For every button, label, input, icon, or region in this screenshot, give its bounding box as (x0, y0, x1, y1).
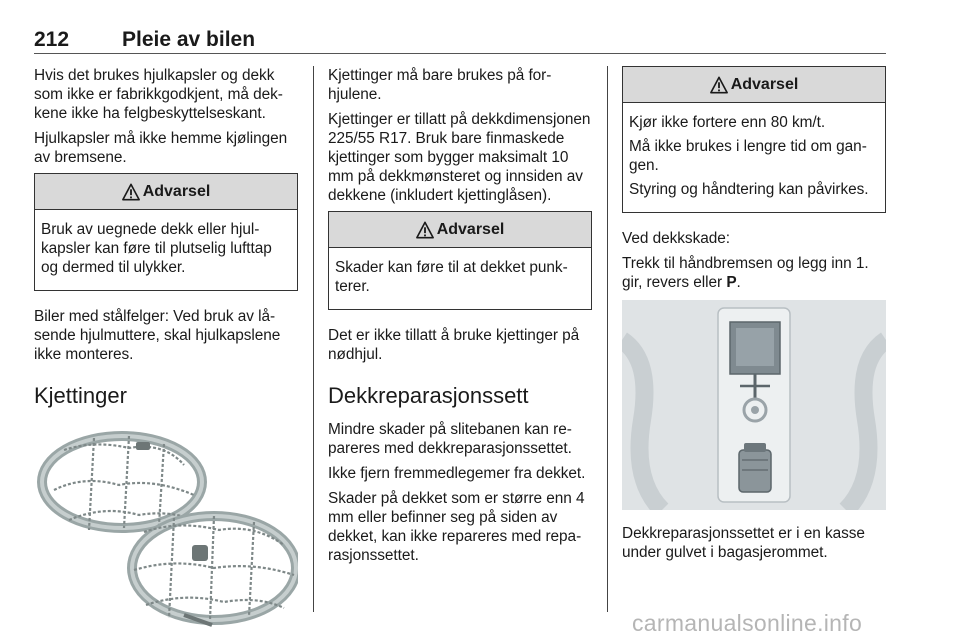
warning-title: Advarsel (730, 75, 799, 93)
paragraph: Kjettinger må bare brukes på forhjulene. (328, 67, 552, 103)
paragraph: Kjettinger er tillatt på dekkdimensjonen 225/55 R17. Bruk bare finmaskede kjettinger som bygger maksimalt 10 mm på dekkmønsteret og innsiden av dekkene (inkludert kjettinglåsen). (328, 111, 591, 204)
warning-triangle-icon (416, 221, 434, 239)
paragraph: Ved dekkskade: (622, 230, 730, 247)
warning-text: Kjør ikke fortere enn 80 km/t. (629, 114, 826, 131)
watermark: carmanualsonline.info (632, 610, 863, 636)
paragraph: Mindre skader på slitebanen kan repareres med dekkreparasjonssettet. (328, 421, 572, 457)
paragraph: Hjulkapsler må ikke hemme kjølingen av bremsene. (34, 130, 288, 166)
warning-text: Må ikke brukes i lengre tid om gangen. (629, 138, 867, 174)
gear-letter: P (726, 274, 737, 291)
warning-header (329, 212, 591, 248)
paragraph: Skader på dekket som er større enn 4 mm eller befinner seg på siden av dekket, kan ikke repareres med reparasjonssettet. (328, 490, 585, 564)
page-title: Pleie av bilen (122, 28, 256, 51)
repair-kit-illustration (622, 300, 886, 510)
warning-body (35, 210, 297, 290)
column-1 (34, 66, 298, 634)
warning-title: Advarsel (436, 220, 505, 238)
warning-body (329, 248, 591, 309)
warning-body (623, 103, 885, 212)
warning-title: Advarsel (142, 182, 211, 200)
warning-triangle-icon (710, 76, 728, 94)
column-divider (607, 66, 608, 612)
paragraph (622, 254, 886, 292)
paragraph: Ikke fjern fremmedlegemer fra dekket. (328, 465, 586, 482)
paragraph: Det er ikke tillatt å bruke kjettinger på nødhjul. (328, 327, 580, 363)
column-divider (313, 66, 314, 612)
warning-header (35, 174, 297, 210)
warning-box (328, 211, 592, 310)
snow-chains-illustration (34, 420, 298, 634)
page-header (34, 24, 886, 54)
warning-triangle-icon (122, 183, 140, 201)
paragraph: Biler med stålfelger: Ved bruk av låsende hjulmuttere, skal hjulkapslene ikke monteres. (34, 308, 281, 363)
column-2 (328, 66, 592, 571)
warning-header (623, 67, 885, 103)
page-number: 212 (34, 28, 70, 51)
text-span: Trekk til håndbremsen og legg inn 1. gir, revers eller (622, 255, 869, 291)
warning-box (622, 66, 886, 213)
warning-text: Styring og håndtering kan påvirkes. (629, 181, 869, 198)
column-3 (622, 66, 886, 568)
text-span: . (736, 274, 741, 291)
section-heading: Dekkreparasjonssett (328, 383, 529, 408)
warning-box (34, 173, 298, 291)
section-heading: Kjettinger (34, 383, 127, 408)
warning-text: Skader kan føre til at dekket punkterer. (335, 259, 568, 295)
paragraph: Hvis det brukes hjulkapsler og dekk som ikke er fabrikkgodkjent, må dekkene ikke ha felgbeskyttelseskant. (34, 67, 283, 122)
warning-text: Bruk av uegnede dekk eller hjulkapsler kan føre til plutselig lufttap og dermed til ulykker. (41, 221, 272, 276)
paragraph: Dekkreparasjonssettet er i en kasse under gulvet i bagasjerommet. (622, 525, 865, 561)
